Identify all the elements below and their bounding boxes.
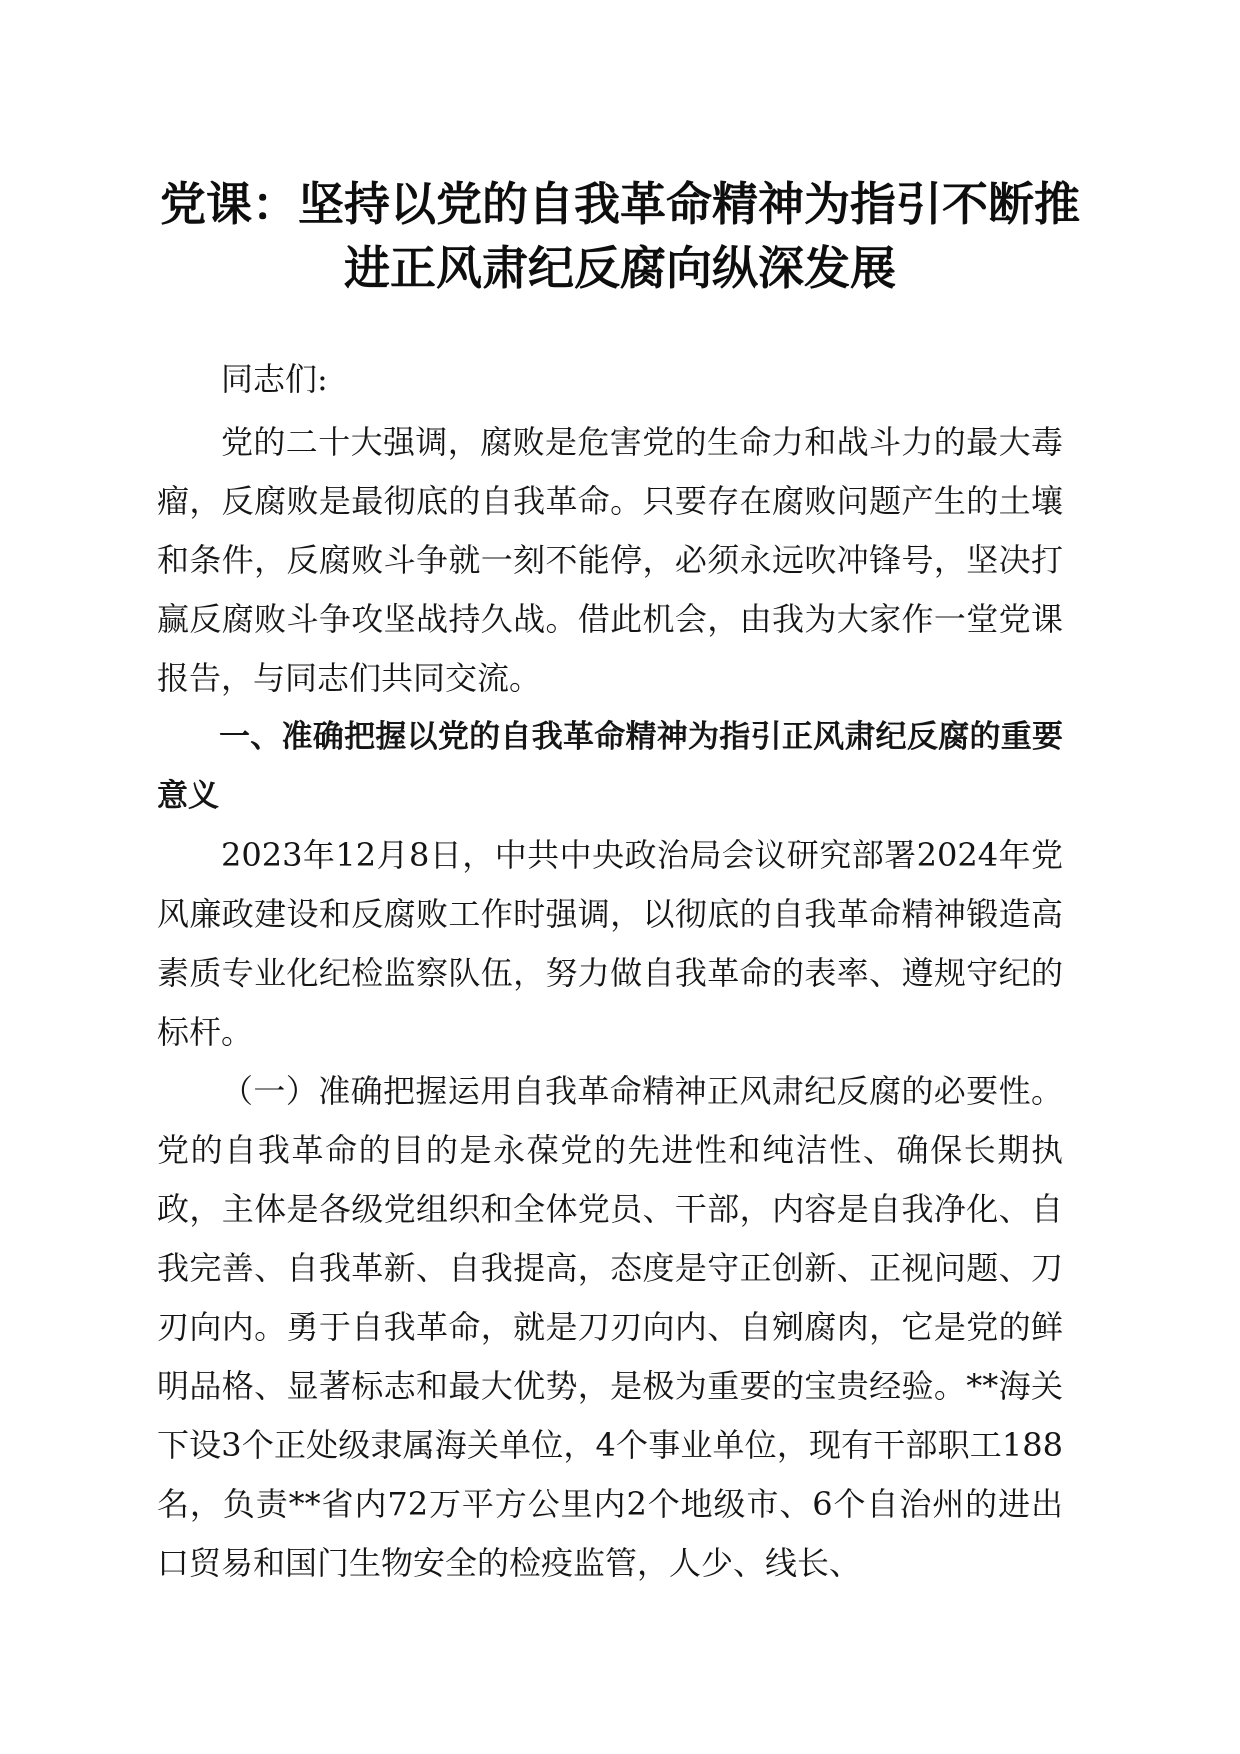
title-line-1: 党课：坚持以党的自我革命精神为指引不断推 [160,177,1080,231]
page-title [150,172,1090,300]
section-heading-1: 一、准确把握以党的自我革命精神为指引正风肃纪反腐的重要意义 [157,719,1063,814]
document-body [157,350,1063,1593]
title-line-2: 进正风肃纪反腐向纵深发展 [344,241,896,295]
paragraph-meeting: 2023年12月8日，中共中央政治局会议研究部署2024年党风廉政建设和反腐败工作时强调，以彻底的自我革命精神锻造高素质专业化纪检监察队伍，努力做自我革命的表率、遵规守纪的标杆。 [157,836,1063,1051]
salutation: 同志们: [221,360,328,398]
paragraph-intro: 党的二十大强调，腐败是危害党的生命力和战斗力的最大毒瘤，反腐败是最彻底的自我革命。只要存在腐败问题产生的土壤和条件，反腐败斗争就一刻不能停，必须永远吹冲锋号，坚决打赢反腐败斗争攻坚战持久战。借此机会，由我为大家作一堂党课报告，与同志们共同交流。 [157,423,1063,697]
paragraph-necessity: （一）准确把握运用自我革命精神正风肃纪反腐的必要性。党的自我革命的目的是永葆党的先进性和纯洁性、确保长期执政，主体是各级党组织和全体党员、干部，内容是自我净化、自我完善、自我革新、自我提高，态度是守正创新、正视问题、刀刃向内。勇于自我革命，就是刀刃向内、自剜腐肉，它是党的鲜明品格、显著标志和最大优势，是极为重要的宝贵经验。**海关下设3个正处级隶属海关单位，4个事业单位，现有干部职工188名，负责**省内72万平方公里内2个地级市、6个自治州的进出口贸易和国门生物安全的检疫监管，人少、线长、 [157,1072,1063,1582]
